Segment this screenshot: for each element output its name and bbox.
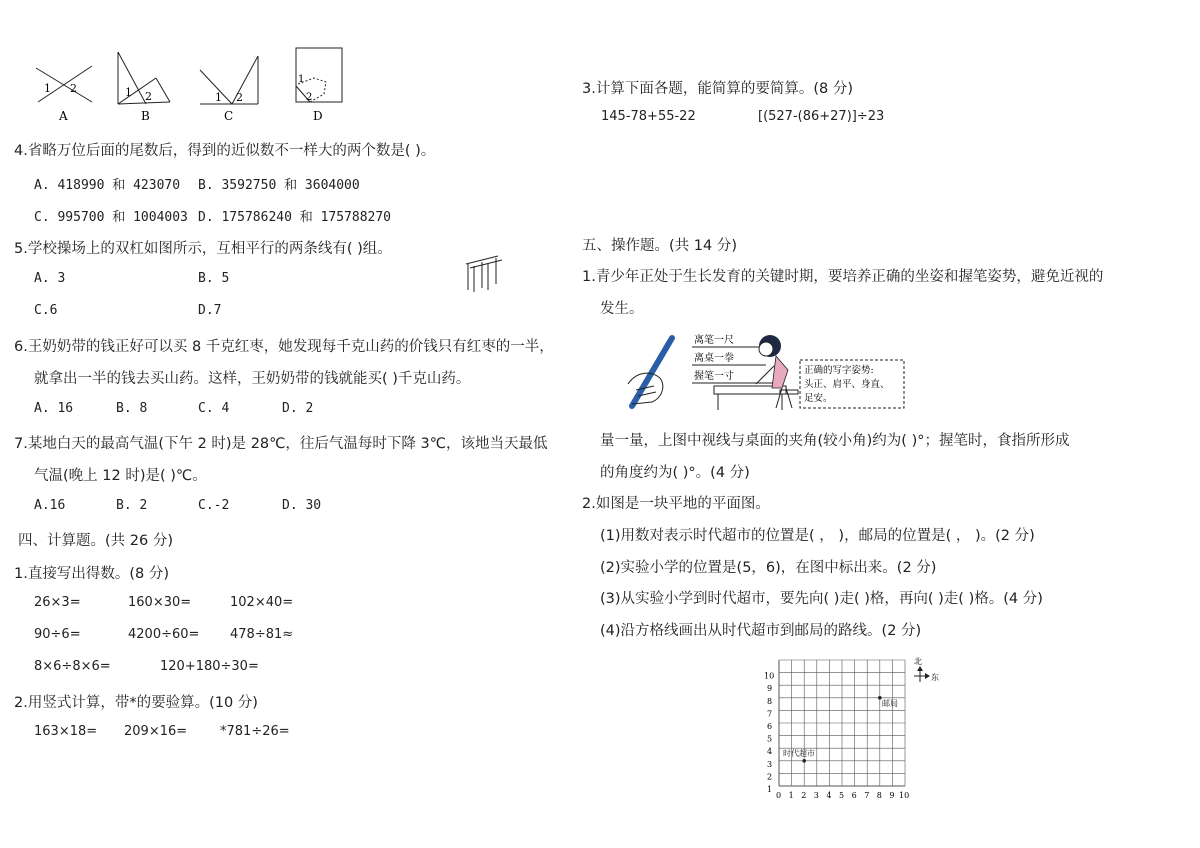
angle-1-label-b: 1 [125, 86, 132, 99]
x-tick: 7 [864, 791, 870, 800]
parallel-bars-figure [462, 254, 504, 294]
figure-c [200, 56, 258, 123]
q7-option-b: B. 2 [116, 498, 148, 513]
y-tick: 6 [767, 722, 773, 731]
written-calc-item: 163×18= [34, 724, 98, 739]
x-tick: 3 [813, 791, 819, 800]
y-tick: 2 [767, 772, 773, 782]
written-calc-item: 209×16= [124, 724, 188, 739]
q6-option-b: B. 8 [116, 401, 148, 416]
x-tick: 0 [776, 791, 782, 800]
post-office-label: 邮局 [882, 699, 898, 708]
angle-2-label-c: 2 [236, 91, 243, 104]
oral-calc-item: 120+180÷30= [160, 659, 259, 674]
supermarket-label: 时代超市 [783, 749, 815, 758]
x-axis-ticks [776, 791, 909, 800]
figure-a-label: A [59, 109, 68, 123]
posture-tip-box [800, 360, 904, 408]
written-calc-item: *781÷26= [220, 724, 290, 739]
s5-question-2-part-1: (1)用数对表示时代超市的位置是( ， )，邮局的位置是( ， )。(2 分) [600, 528, 1035, 544]
s4-question-1-title: 1.直接写出得数。(8 分) [14, 566, 169, 582]
figure-d [296, 48, 342, 123]
writing-posture-figure [626, 328, 906, 412]
posture-tip-line-2: 头正、肩平、身直、 [804, 379, 890, 390]
q5-option-a: A. 3 [34, 271, 66, 286]
q5-option-d: D.7 [198, 303, 222, 318]
oral-calc-item: 4200÷60= [128, 627, 200, 642]
y-tick: 1 [767, 785, 773, 794]
map-grid [760, 652, 950, 802]
oral-calc-item: 26×3= [34, 595, 81, 610]
desk-illustration [714, 386, 786, 410]
question-6-line-2: 就拿出一半的钱去买山药。这样，王奶奶带的钱就能买( )千克山药。 [34, 371, 471, 387]
s5-question-2-part-3: (3)从实验小学到时代超市，要先向( )走( )格，再向( )走( )格。(4 分) [600, 591, 1043, 607]
s5-question-2-title: 2.如图是一块平地的平面图。 [582, 496, 770, 512]
x-tick: 5 [839, 791, 845, 800]
x-tick: 1 [788, 791, 794, 800]
posture-label-1: 离笔一尺 [694, 335, 734, 346]
q4-option-b: B. 3592750 和 3604000 [198, 178, 360, 193]
question-7-line-1: 7.某地白天的最高气温(下午 2 时)是 28℃，往后气温每时下降 3℃，该地当天最低 [14, 436, 548, 452]
figure-c-label: C [224, 109, 234, 123]
question-7-line-2: 气温(晚上 12 时)是( )℃。 [34, 468, 207, 484]
oral-calc-item: 102×40= [230, 595, 294, 610]
angle-1-label-d: 1 [298, 74, 305, 85]
posture-tip-line-3: 足安。 [804, 393, 833, 404]
north-label: 北 [914, 657, 922, 666]
y-axis-ticks [764, 672, 774, 794]
y-tick: 9 [767, 684, 773, 694]
oral-calc-item: 160×30= [128, 595, 192, 610]
angle-1-label-a: 1 [44, 82, 51, 95]
compass-icon [914, 656, 939, 682]
figure-a [36, 66, 92, 123]
s5-question-1-line-2: 发生。 [600, 301, 644, 317]
angle-2-label-d: 2 [306, 92, 313, 103]
q5-option-b: B. 5 [198, 271, 230, 286]
girl-illustration [756, 335, 798, 408]
figure-d-label: D [313, 109, 323, 123]
section-5-heading: 五、操作题。(共 14 分) [582, 238, 737, 254]
q4-option-d: D. 175786240 和 175788270 [198, 210, 392, 225]
s4-question-3-title: 3.计算下面各题，能简算的要简算。(8 分) [582, 81, 853, 97]
s4-question-2-title: 2.用竖式计算，带*的要验算。(10 分) [14, 695, 258, 711]
q7-option-a: A.16 [34, 498, 66, 513]
question-5-stem: 5.学校操场上的双杠如图所示，互相平行的两条线有( )组。 [14, 241, 392, 257]
supermarket-point [802, 759, 806, 763]
oral-calc-item: 90÷6= [34, 627, 81, 642]
q6-option-a: A. 16 [34, 401, 74, 416]
posture-label-2: 离桌一拳 [694, 353, 734, 364]
angle-2-label-a: 2 [70, 82, 77, 95]
q7-option-c: C.-2 [198, 498, 230, 513]
simplify-calc-item: 145-78+55-22 [601, 109, 696, 124]
s5-question-1-line-4: 的角度约为( )°。(4 分) [600, 465, 750, 481]
oral-calc-item: 478÷81≈ [230, 627, 294, 642]
q7-option-d: D. 30 [282, 498, 322, 513]
s5-question-2-part-4: (4)沿方格线画出从时代超市到邮局的路线。(2 分) [600, 623, 922, 639]
figure-b [118, 52, 170, 123]
east-label: 东 [931, 673, 939, 682]
x-tick: 4 [826, 791, 832, 800]
posture-label-3: 握笔一寸 [694, 371, 734, 382]
x-tick: 9 [889, 791, 895, 800]
question-6-line-1: 6.王奶奶带的钱正好可以买 8 千克红枣，她发现每千克山药的价钱只有红枣的一半， [14, 339, 554, 355]
hand-pencil-illustration [628, 338, 672, 406]
s5-question-1-line-1: 1.青少年正处于生长发育的关键时期，要培养正确的坐姿和握笔姿势，避免近视的 [582, 269, 1104, 285]
q4-option-c: C. 995700 和 1004003 [34, 210, 188, 225]
posture-tip-line-1: 正确的写字姿势: [804, 365, 874, 376]
x-tick: 8 [876, 791, 882, 800]
y-tick: 4 [767, 747, 773, 757]
s5-question-2-part-2: (2)实验小学的位置是(5，6)，在图中标出来。(2 分) [600, 560, 937, 576]
section-4-heading: 四、计算题。(共 26 分) [18, 533, 173, 549]
figure-b-label: B [141, 109, 150, 123]
angle-1-label-c: 1 [215, 91, 222, 104]
q4-option-a: A. 418990 和 423070 [34, 178, 181, 193]
y-tick: 8 [767, 696, 773, 706]
q5-option-c: C.6 [34, 303, 58, 318]
x-tick: 6 [851, 791, 857, 800]
question-4-stem: 4.省略万位后面的尾数后，得到的近似数不一样大的两个数是( )。 [14, 143, 436, 159]
oral-calc-item: 8×6÷8×6= [34, 659, 111, 674]
q6-option-c: C. 4 [198, 401, 230, 416]
s5-question-1-line-3: 量一量，上图中视线与桌面的夹角(较小角)约为( )°；握笔时，食指所形成 [600, 433, 1070, 449]
y-tick: 5 [767, 734, 773, 744]
angle-figures [28, 44, 358, 124]
x-tick: 2 [801, 791, 807, 800]
y-tick: 7 [767, 709, 773, 719]
simplify-calc-item: [(527-(86+27)]÷23 [758, 109, 885, 124]
q6-option-d: D. 2 [282, 401, 314, 416]
y-tick: 3 [767, 759, 773, 769]
y-tick: 10 [764, 671, 775, 681]
grid-lines [779, 660, 905, 786]
x-tick: 10 [899, 791, 910, 800]
angle-2-label-b: 2 [145, 90, 152, 103]
